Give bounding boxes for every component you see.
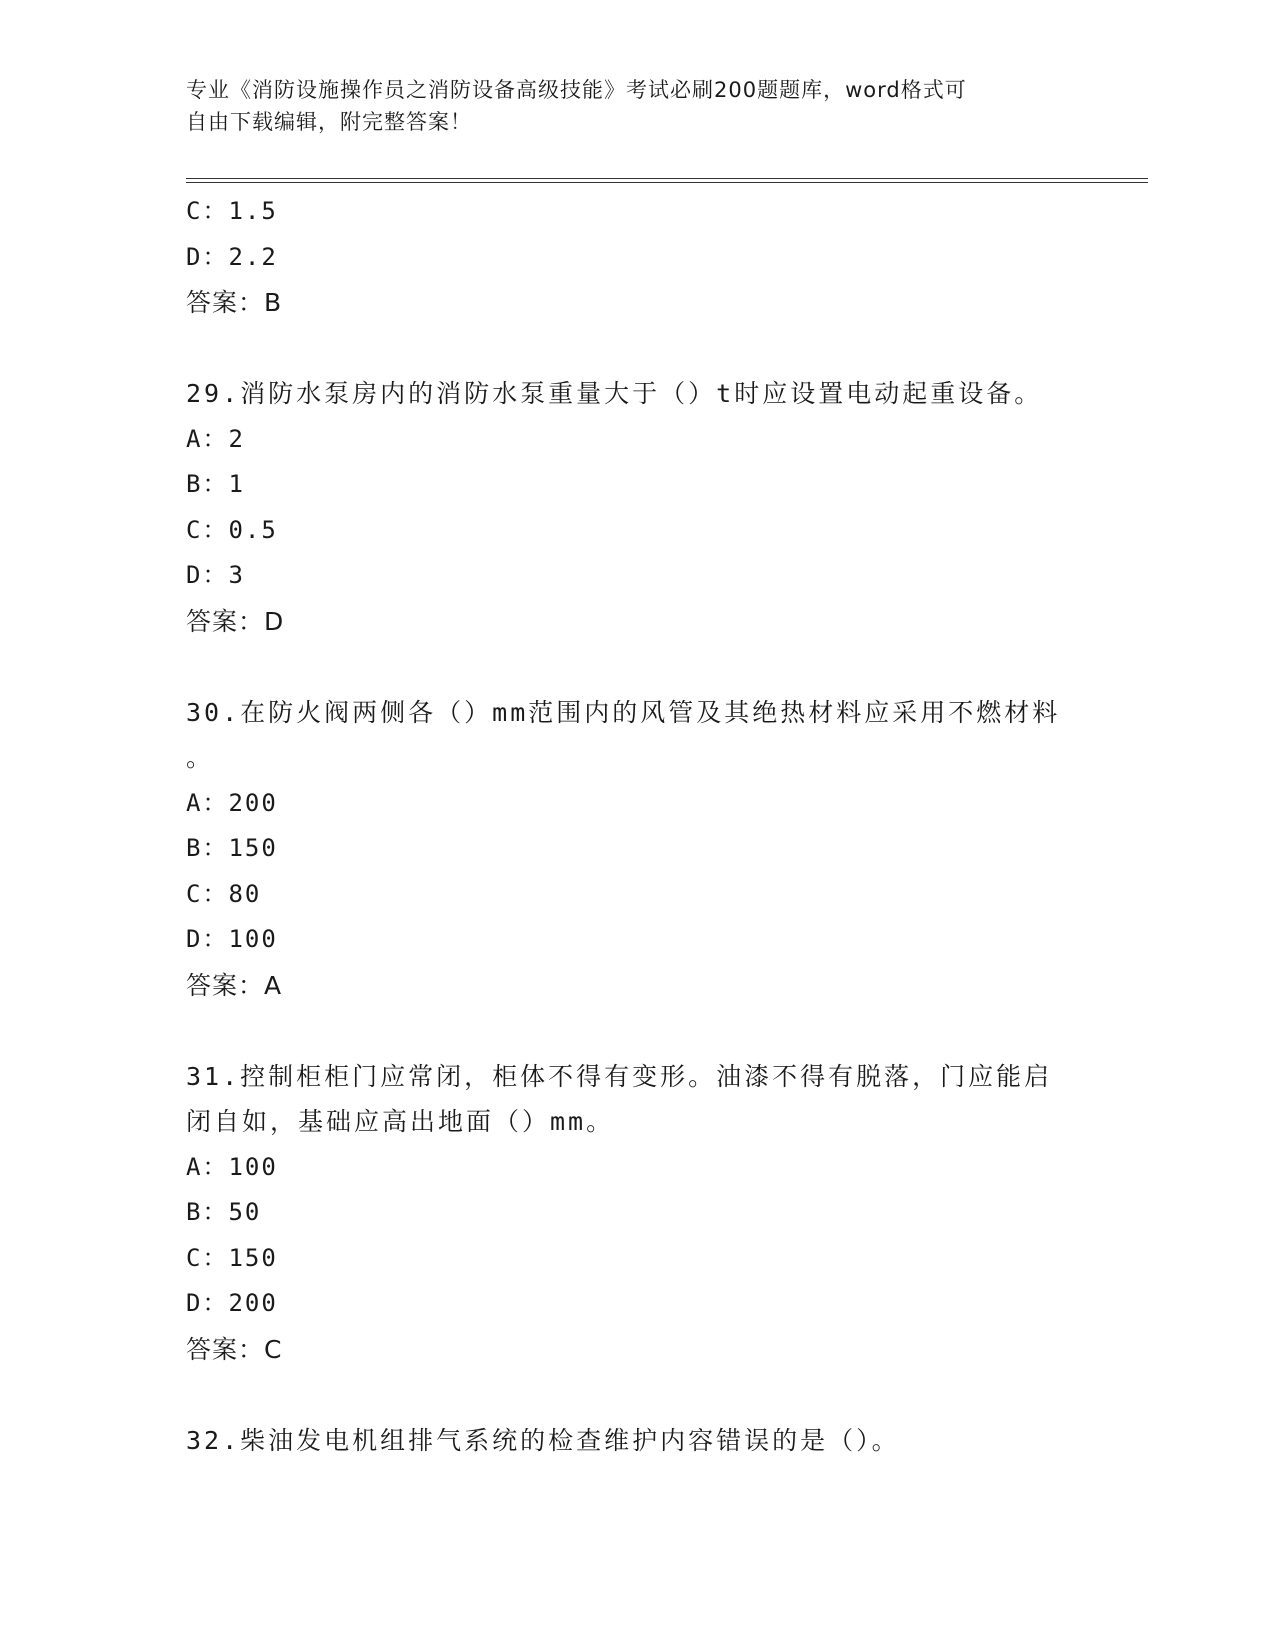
question-30	[186, 690, 1086, 1009]
option-d: D：200	[186, 1289, 278, 1317]
option-b: B：1	[186, 470, 245, 498]
question-text: 31.控制柜柜门应常闭，柜体不得有变形。油漆不得有脱落，门应能启	[186, 1061, 1053, 1091]
option-d: D：3	[186, 561, 245, 589]
spacer	[186, 326, 1086, 372]
question-29	[186, 371, 1086, 644]
option-c: C：0.5	[186, 515, 278, 544]
header-line-2: 自由下载编辑，附完整答案！	[186, 110, 472, 134]
question-text: 29.消防水泵房内的消防水泵重量大于（）t时应设置电动起重设备。	[186, 379, 1043, 408]
answer-line: 答案：D	[186, 606, 285, 636]
option-a: A：100	[186, 1152, 278, 1181]
header-divider-bottom	[186, 182, 1148, 183]
question-text-continued: 闭自如，基础应高出地面（）mm。	[186, 1107, 615, 1136]
spacer	[186, 644, 1086, 690]
option-b: B：150	[186, 834, 278, 862]
answer-line: 答案：B	[186, 288, 283, 317]
document-header	[186, 74, 1066, 138]
option-c: C：1.5	[186, 197, 278, 225]
option-c: C：80	[186, 879, 262, 908]
question-32	[186, 1418, 1086, 1464]
option-d: D：2.2	[186, 242, 278, 271]
option-c: C：150	[186, 1243, 278, 1272]
question-28-tail	[186, 189, 1086, 326]
spacer	[186, 1008, 1086, 1054]
spacer	[186, 1372, 1086, 1418]
question-list	[186, 189, 1086, 1463]
answer-line: 答案：C	[186, 1334, 283, 1364]
question-text-continued: 。	[186, 743, 215, 772]
option-b: B：50	[186, 1198, 262, 1226]
question-text: 30.在防火阀两侧各（）mm范围内的风管及其绝热材料应采用不燃材料	[186, 697, 1061, 727]
header-line-1: 专业《消防设施操作员之消防设备高级技能》考试必刷200题题库，word格式可	[186, 78, 967, 102]
header-divider-top	[186, 178, 1148, 179]
question-31	[186, 1054, 1086, 1373]
question-text: 32.柴油发电机组排气系统的检查维护内容错误的是（）。	[186, 1425, 900, 1455]
option-a: A：2	[186, 424, 245, 453]
option-d: D：100	[186, 925, 278, 953]
option-a: A：200	[186, 788, 278, 817]
answer-line: 答案：A	[186, 970, 283, 1000]
